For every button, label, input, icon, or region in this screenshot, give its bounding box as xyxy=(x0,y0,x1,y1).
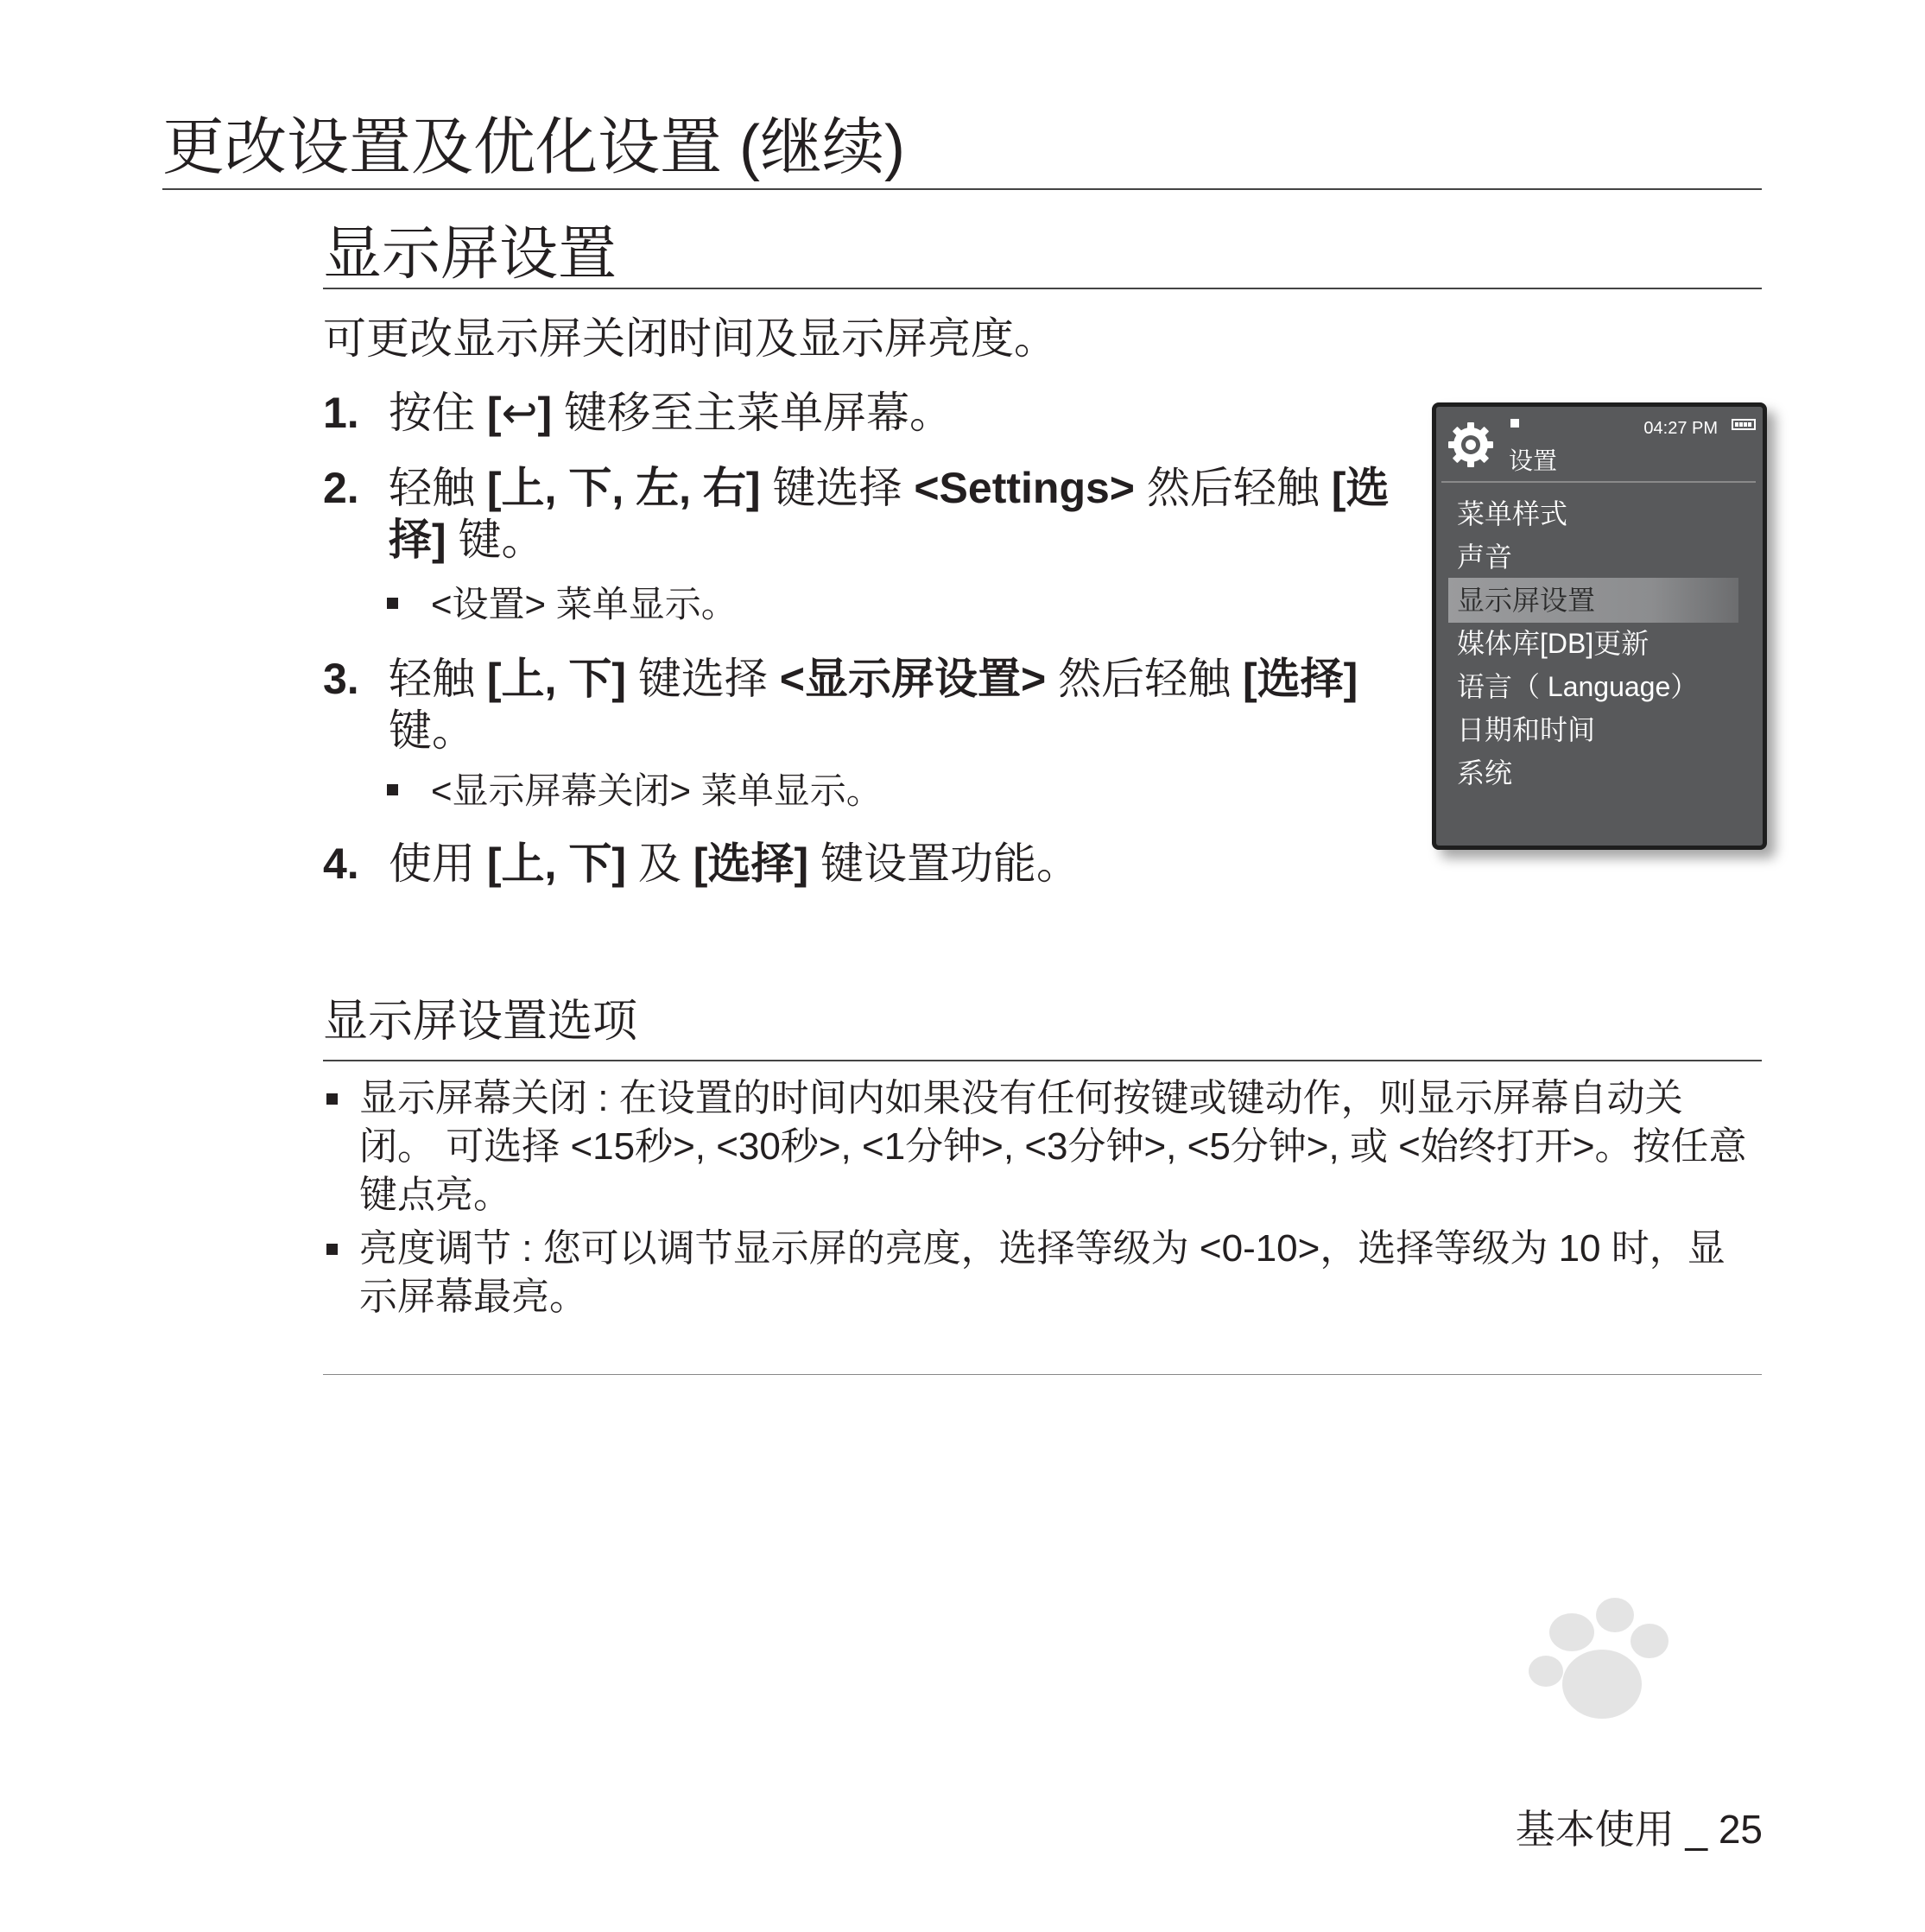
step-2 xyxy=(323,462,1394,566)
step-1 xyxy=(323,387,1394,439)
key-label: [上, 下, 左, 右] xyxy=(486,464,761,512)
step-text: 轻触 xyxy=(389,655,487,703)
clock: 04:27 PM xyxy=(1643,419,1718,438)
step-text: 键移至主菜单屏幕。 xyxy=(552,389,953,437)
device-screen xyxy=(1432,402,1767,850)
step-3 xyxy=(323,653,1394,757)
bottom-divider xyxy=(323,1374,1762,1375)
step-text: 键选择 xyxy=(760,464,915,512)
menu-item-system[interactable]: 系统 xyxy=(1457,757,1513,789)
step-4 xyxy=(323,838,1394,890)
step-text: 然后轻触 xyxy=(1135,464,1332,512)
step-text: 键选择 xyxy=(626,655,780,703)
page-footer: 基本使用 _ 25 xyxy=(1515,1807,1763,1852)
step-text: 及 xyxy=(626,839,693,888)
bracket: ] xyxy=(537,389,553,437)
screen-title: 设置 xyxy=(1509,447,1558,474)
step-text: 轻触 xyxy=(389,464,487,512)
option-brightness xyxy=(323,1225,1757,1321)
step-text: 键。 xyxy=(389,706,475,755)
menu-item-display[interactable]: 显示屏设置 xyxy=(1457,585,1596,616)
menu-item-language[interactable]: 语言（ Language） xyxy=(1457,671,1699,702)
menu-target: <显示屏设置> xyxy=(779,655,1047,703)
option-text: 亮度调节 : 您可以调节显示屏的亮度，选择等级为 <0-10>，选择等级为 10 时，显示屏幕最亮。 xyxy=(359,1227,1726,1318)
sub-note xyxy=(387,580,738,629)
page-title: 更改设置及优化设置 (继续) xyxy=(162,113,905,182)
intro-text: 可更改显示屏关闭时间及显示屏亮度。 xyxy=(323,314,1057,363)
sub-note xyxy=(387,767,883,815)
step-text: 然后轻触 xyxy=(1046,655,1243,703)
sub-note-text: <设置> 菜单显示。 xyxy=(431,584,738,624)
options-divider xyxy=(323,1060,1762,1061)
step-number: 4. xyxy=(323,839,359,888)
option-text: 显示屏幕关闭 : 在设置的时间内如果没有任何按键或键动作，则显示屏幕自动关闭。 可选择 <15秒>, <30秒>, <1分钟>, <3分钟>, <5分钟>, 或 <始终打开>。按任意键点亮。 xyxy=(359,1077,1747,1216)
key-label: [选择] xyxy=(693,839,809,888)
step-text: 按住 xyxy=(389,389,487,437)
step-text: 键。 xyxy=(446,516,545,564)
menu-item-sound[interactable]: 声音 xyxy=(1457,542,1513,573)
bullet-icon xyxy=(387,784,398,795)
key-label: [上, 下] xyxy=(486,655,626,703)
stop-icon xyxy=(1510,419,1519,428)
section-title: 显示屏设置 xyxy=(323,221,617,287)
bracket: [ xyxy=(486,389,502,437)
key-label: [上, 下] xyxy=(486,839,626,888)
battery-icon xyxy=(1732,419,1756,430)
step-text: 使用 xyxy=(389,839,487,888)
option-screen-off xyxy=(323,1074,1757,1219)
back-icon: ↩ xyxy=(501,389,538,437)
sub-note-text: <显示屏幕关闭> 菜单显示。 xyxy=(431,770,883,811)
menu-item-library-update[interactable]: 媒体库[DB]更新 xyxy=(1457,628,1650,659)
bullet-icon xyxy=(326,1093,338,1105)
baidu-watermark xyxy=(1373,1580,1840,1840)
step-text: 键设置功能。 xyxy=(808,839,1080,888)
bullet-icon xyxy=(326,1244,338,1255)
section-divider xyxy=(323,288,1762,289)
gear-icon xyxy=(1445,419,1497,471)
menu-item-date-time[interactable]: 日期和时间 xyxy=(1457,714,1596,745)
menu-item-menu-style[interactable]: 菜单样式 xyxy=(1457,498,1568,529)
screen-divider xyxy=(1441,481,1756,483)
bullet-icon xyxy=(387,598,398,609)
step-number: 1. xyxy=(323,389,359,437)
key-label: [选择] xyxy=(1243,655,1358,703)
step-number: 3. xyxy=(323,655,359,703)
title-divider xyxy=(162,188,1762,190)
options-title: 显示屏设置选项 xyxy=(323,997,638,1047)
key-label: [选择] xyxy=(389,464,1390,564)
step-number: 2. xyxy=(323,464,359,512)
menu-target: <Settings> xyxy=(914,464,1135,512)
